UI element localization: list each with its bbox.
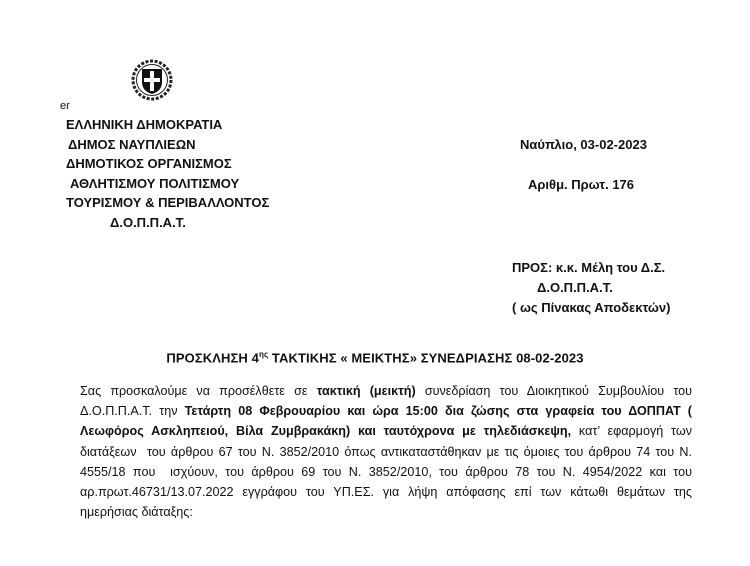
body-emphasis: Τετάρτη 08 Φεβρουαρίου και ώρα 15:00 δια ζώσης στα γραφεία του ΔΟΠΠΑΤ ( Λεωφόρος Ασκληπειού, Βίλα Ζυμβρακάκη) και ταυτόχρονα με τηλεδιάσκεψη, <box>80 404 696 439</box>
issuer-line: ΕΛΛΗΝΙΚΗ ΔΗΜΟΚΡΑΤΙΑ <box>66 117 223 132</box>
issuer-block <box>66 115 269 233</box>
document-heading <box>0 350 750 365</box>
heading-text: ΤΑΚΤΙΚΗΣ « ΜΕΙΚΤΗΣ» ΣΥΝΕΔΡΙΑΣΗΣ 08-02-2023 <box>268 350 584 366</box>
body-text: συνεδρίαση του Διοικητικού Συμβουλίου του Δ.Ο.Π.Π.Α.Τ. την <box>80 384 695 419</box>
document-meta <box>520 135 647 195</box>
issuer-line: ΤΟΥΡΙΣΜΟΥ & ΠΕΡΙΒΑΛΛΟΝΤΟΣ <box>66 195 270 211</box>
recipient-line: ( ως Πίνακας Αποδεκτών) <box>512 300 671 315</box>
body-text: κατ’ εφαρμογή των διατάξεων του άρθρου 67 του Ν. 3852/2010 όπως αντικαταστάθηκαν με τις όμοιες του άρθρου 74 του Ν. 4555/18 που ισχύουν, του άρθρου 69 του Ν. 3852/2010, του άρθρου 78 του Ν. 4954/2022 και του αρ.πρωτ.46731/13.07.2022 εγγράφου του ΥΠ.ΕΣ. για λήψη απόφασης επί των κάτωθι θεμάτων της ημερήσιας διάταξης: <box>80 424 696 520</box>
recipient-block <box>512 258 670 318</box>
recipient-line: Δ.Ο.Π.Π.Α.Τ. <box>537 280 613 295</box>
body-text: Σας προσκαλούμε να προσέλθετε σε <box>80 384 317 398</box>
greek-state-emblem-icon <box>130 58 174 102</box>
heading-superscript: ης <box>258 350 269 359</box>
heading-text: ΠΡΟΣΚΛΗΣΗ 4 <box>166 350 259 366</box>
body-emphasis: τακτική (μεικτή) <box>316 384 416 398</box>
recipient-line: ΠΡΟΣ: κ.κ. Μέλη του Δ.Σ. <box>512 260 666 275</box>
header-mark: er <box>60 100 70 112</box>
place-date: Ναύπλιο, 03-02-2023 <box>520 137 647 152</box>
issuer-line: ΑΘΛΗΤΙΣΜΟΥ ΠΟΛΙΤΙΣΜΟΥ <box>70 175 240 191</box>
body-paragraph <box>80 381 696 522</box>
issuer-line: Δ.Ο.Π.Π.Α.Τ. <box>110 214 186 230</box>
protocol-number: Αριθμ. Πρωτ. 176 <box>528 177 635 192</box>
issuer-line: ΔΗΜΟΣ ΝΑΥΠΛΙΕΩΝ <box>68 136 196 152</box>
issuer-line: ΔΗΜΟΤΙΚΟΣ ΟΡΓΑΝΙΣΜΟΣ <box>66 156 232 172</box>
